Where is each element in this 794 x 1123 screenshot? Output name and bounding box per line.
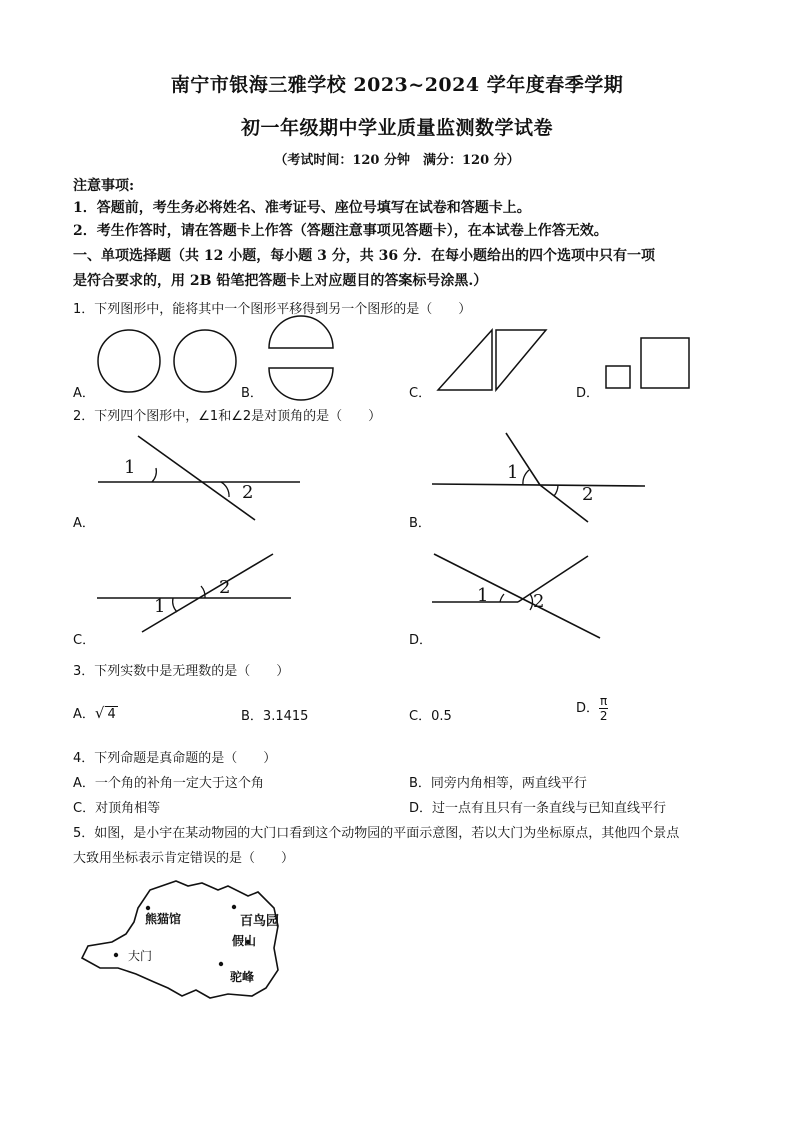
- q3-d-denominator: 2: [599, 709, 608, 723]
- section1-line1: 一、单项选择题（共 12 小题，每小题 3 分，共 36 分．在每小题给出的四个选项中只有一项: [73, 248, 655, 264]
- q2-d-angle1-label: 1: [477, 585, 489, 606]
- q1-figure-d: [604, 336, 694, 392]
- q2-c-angle1-label: 1: [154, 596, 166, 617]
- q1-figure-a2: [170, 328, 240, 394]
- q2-a-angle2-label: 2: [242, 482, 254, 503]
- q4-stem: 4．下列命题是真命题的是（ ）: [73, 751, 277, 766]
- q2-label-c: C．: [73, 633, 96, 648]
- exam-title-line1: 南宁市银海三雅学校 2023~2024 学年度春季学期: [170, 74, 624, 96]
- q2-figure-a: [95, 432, 305, 524]
- q3-d-label: D．: [576, 701, 600, 716]
- map-label-panda: 熊猫馆: [145, 912, 182, 926]
- q2-figure-b: [430, 430, 650, 526]
- q1-figure-b: [265, 320, 337, 398]
- q2-figure-c: [95, 548, 295, 638]
- q3-option-b: B．3.1415: [241, 709, 309, 724]
- q3-a-radicand: 4: [107, 707, 116, 722]
- q3-option-c: C．0.5: [409, 709, 452, 724]
- exam-title-line2: 初一年级期中学业质量监测数学试卷: [240, 117, 553, 139]
- q2-stem: 2．下列四个图形中，∠1和∠2是对顶角的是（ ）: [73, 409, 382, 424]
- notice-heading: 注意事项:: [73, 178, 135, 194]
- q4-option-a: A．一个角的补角一定大于这个角: [73, 776, 264, 791]
- q1-label-d: D．: [576, 386, 600, 401]
- q1-label-a: A．: [73, 386, 95, 401]
- q4-option-b: B．同旁内角相等，两直线平行: [409, 776, 587, 791]
- q3-stem: 3．下列实数中是无理数的是（ ）: [73, 664, 290, 679]
- q2-c-angle2-label: 2: [219, 577, 231, 598]
- q3-a-label: A．: [73, 707, 95, 722]
- q1-figure-a: [95, 328, 165, 394]
- notice-item-2: 2．考生作答时，请在答题卡上作答（答题注意事项见答题卡），在本试卷上作答无效。: [73, 223, 608, 239]
- q2-label-a: A．: [73, 516, 95, 531]
- q3-d-numerator: π: [600, 694, 608, 708]
- q4-option-d: D．过一点有且只有一条直线与已知直线平行: [409, 801, 667, 816]
- q2-b-angle1-label: 1: [507, 462, 519, 483]
- map-label-camel: 驼峰: [230, 970, 255, 984]
- q1-label-c: C．: [409, 386, 432, 401]
- q5-stem-line1: 5．如图，是小宇在某动物园的大门口看到这个动物园的平面示意图，若以大门为坐标原点，其他四个景点: [73, 826, 680, 841]
- q3-d-fraction: [599, 694, 608, 723]
- q5-zoo-map: [78, 878, 288, 1000]
- q3-option-d: [576, 694, 608, 723]
- q1-figure-c: [436, 326, 551, 394]
- q2-label-b: B．: [409, 516, 431, 531]
- section1-line2: 是符合要求的，用 2B 铅笔把答题卡上对应题目的答案标号涂黑.）: [73, 273, 488, 289]
- map-label-birds: 百鸟园: [240, 914, 280, 929]
- q2-a-angle1-label: 1: [124, 457, 136, 478]
- q2-figure-d: [430, 552, 610, 642]
- q2-b-angle2-label: 2: [582, 484, 594, 505]
- map-label-rockery: 假山: [232, 934, 257, 948]
- q4-option-c: C．对顶角相等: [73, 801, 161, 816]
- q1-stem: 1．下列图形中，能将其中一个图形平移得到另一个图形的是（ ）: [73, 302, 472, 317]
- map-label-gate: 大门: [128, 949, 153, 963]
- q3-option-a: [73, 703, 118, 722]
- q5-stem-line2: 大致用坐标表示肯定错误的是（ ）: [73, 851, 295, 866]
- q1-label-b: B．: [241, 386, 263, 401]
- exam-subtitle: （考试时间：120 分钟 满分：120 分）: [274, 153, 520, 168]
- notice-item-1: 1．答题前，考生务必将姓名、准考证号、座位号填写在试卷和答题卡上。: [73, 200, 531, 216]
- q2-d-angle2-label: 2: [533, 591, 545, 612]
- q2-label-d: D．: [409, 633, 433, 648]
- sqrt-icon: √: [94, 704, 105, 722]
